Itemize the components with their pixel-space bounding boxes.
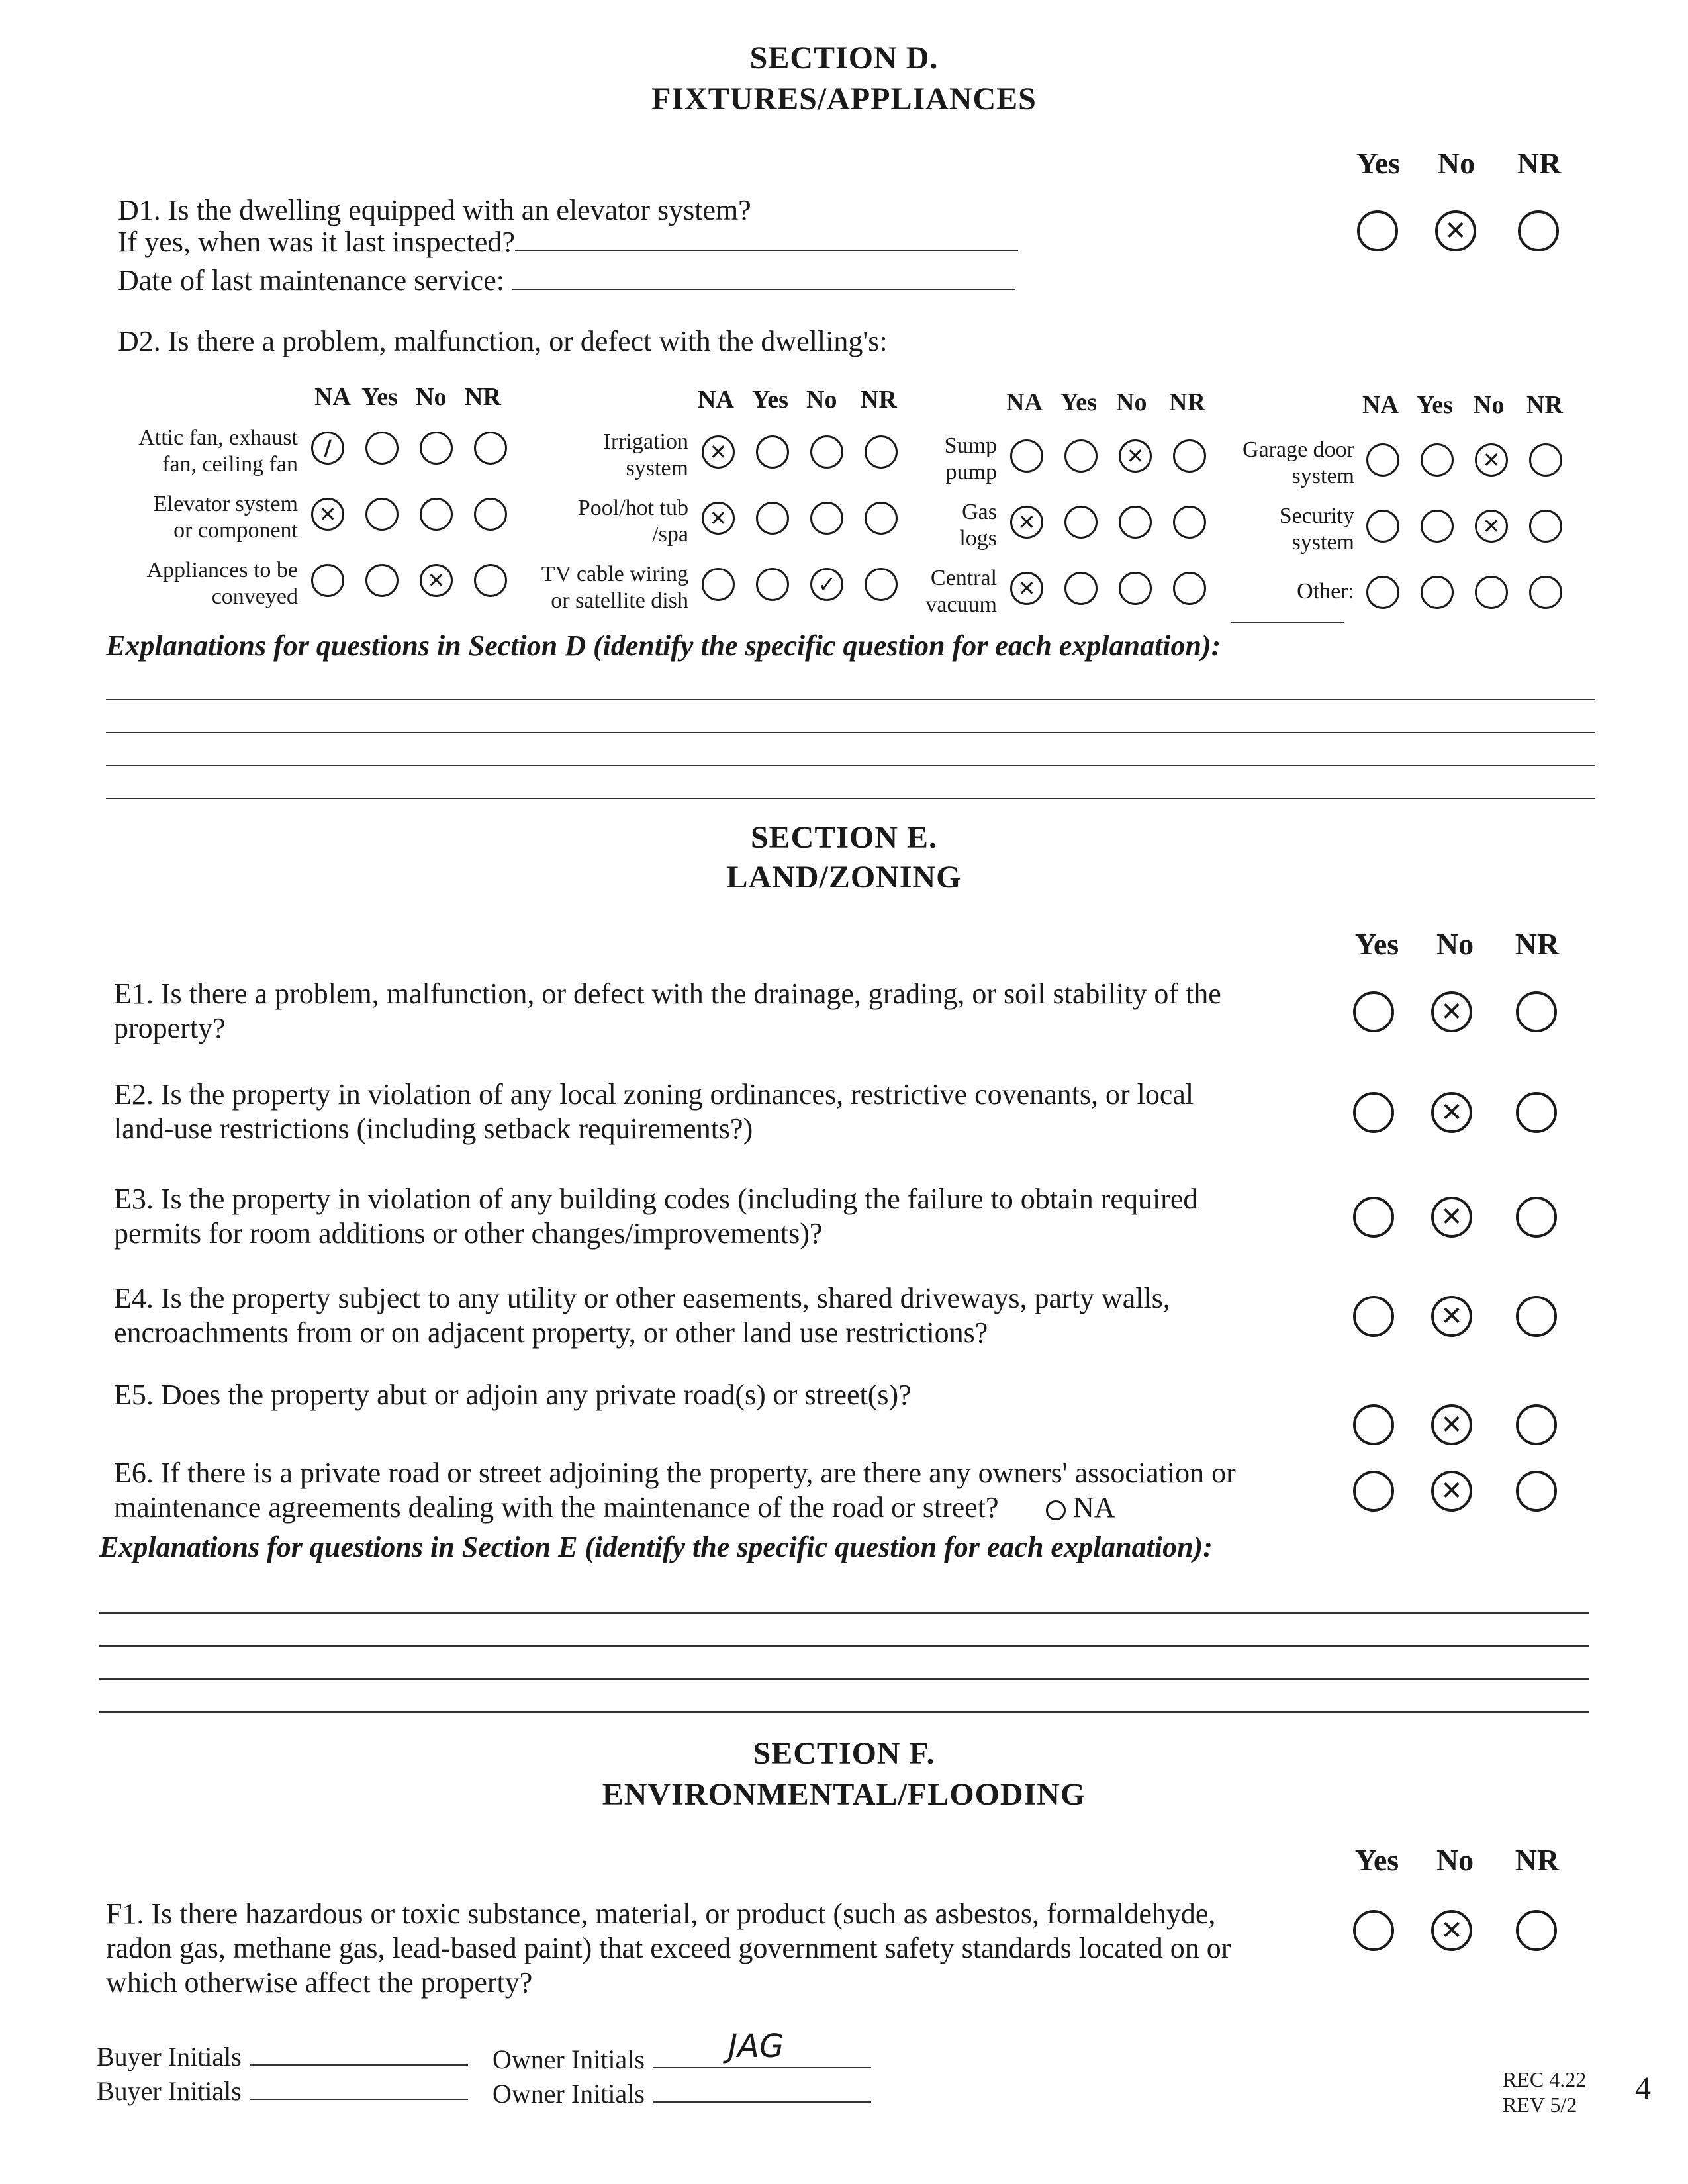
d2-item-10-na-radio[interactable]: [1010, 572, 1043, 605]
e4-yes-radio[interactable]: [1353, 1296, 1394, 1337]
d2-item-2-na-radio[interactable]: [1010, 439, 1043, 473]
d2-item-6-mark: ✕: [1017, 510, 1036, 535]
f1-nr-radio[interactable]: [1516, 1910, 1557, 1951]
e6-na-radio[interactable]: [1046, 1500, 1066, 1520]
page-number: 4: [1635, 2071, 1651, 2106]
grid-h-yes-3: Yes: [1060, 388, 1097, 416]
d2-item-line2: system: [626, 456, 688, 480]
e1-nr-radio[interactable]: [1516, 991, 1557, 1032]
d1-no-mark: ✕: [1444, 216, 1467, 246]
d2-item-5-mark: ✕: [709, 506, 727, 531]
e1-no-radio[interactable]: [1431, 991, 1472, 1032]
buyer-initials-label-1: Buyer Initials: [97, 2042, 242, 2071]
d2-item-0-no-radio[interactable]: [420, 432, 453, 465]
d2-item-4-mark: ✕: [318, 502, 337, 527]
d2-item-1-na-radio[interactable]: [702, 435, 735, 469]
grid-h-nr-2: NR: [861, 386, 897, 414]
owner-initials-field-1[interactable]: [653, 2067, 871, 2068]
d2-item-2-yes-radio[interactable]: [1064, 439, 1098, 473]
section-d-title: SECTION D.: [749, 40, 939, 75]
f1-line2: radon gas, methane gas, lead-based paint) that exceed government safety standards located on or: [106, 1932, 1231, 1964]
e5-line1: E5. Does the property abut or adjoin any private road(s) or street(s)?: [114, 1379, 912, 1411]
d2-item-line2: pump: [945, 460, 997, 484]
d2-item-6-na-radio[interactable]: [1010, 506, 1043, 539]
owner-initials-field-2[interactable]: [653, 2101, 871, 2103]
d2-item-4-nr-radio[interactable]: [474, 498, 507, 531]
d2-item-9-yes-radio[interactable]: [756, 568, 789, 601]
e2-no-radio[interactable]: [1431, 1092, 1472, 1133]
e3-nr-radio[interactable]: [1516, 1197, 1557, 1238]
d1-line1: D1. Is the dwelling equipped with an elevator system?: [118, 194, 751, 226]
f1-line1: F1. Is there hazardous or toxic substance, material, or product (such as asbestos, formaldehyde,: [106, 1897, 1216, 1930]
d2-item-label-8: [147, 557, 299, 610]
d2-item-label-2: [945, 433, 997, 486]
question-e5: [114, 1378, 1325, 1412]
e-expl-line-2[interactable]: [99, 1645, 1589, 1647]
d2-item-line2: or component: [173, 518, 298, 543]
d2-item-label-5: [578, 495, 688, 548]
d2-item-label-4: [154, 491, 298, 544]
d2-item-line2: system: [1291, 464, 1354, 488]
d2-item-line2: vacuum: [925, 592, 997, 617]
grid-h-yes-1: Yes: [361, 383, 398, 411]
e5-mark: ✕: [1440, 1410, 1463, 1440]
d2-item-11-no-radio[interactable]: [1475, 576, 1508, 609]
section-d-explanations: Explanations for questions in Section D (identify the specific question for each explanation):: [106, 629, 1221, 662]
e4-mark: ✕: [1440, 1301, 1463, 1332]
grid-h-na-1: NA: [314, 383, 351, 411]
d1-maintenance-field[interactable]: [512, 289, 1015, 290]
e-col-nr-header: NR: [1515, 927, 1560, 961]
e2-nr-radio[interactable]: [1516, 1092, 1557, 1133]
grid-h-no-4: No: [1474, 391, 1505, 419]
e2-mark: ✕: [1440, 1097, 1463, 1128]
d2-item-7-mark: ✕: [1482, 514, 1501, 539]
e4-no-radio[interactable]: [1431, 1296, 1472, 1337]
section-d-subtitle: FIXTURES/APPLIANCES: [651, 81, 1037, 116]
e6-na-option[interactable]: [1046, 1490, 1115, 1524]
d2-item-8-no-radio[interactable]: [420, 564, 453, 597]
e5-no-radio[interactable]: [1431, 1404, 1472, 1445]
d2-item-10-mark: ✕: [1017, 576, 1036, 601]
e3-mark: ✕: [1440, 1202, 1463, 1232]
d2-item-5-no-radio[interactable]: [810, 502, 843, 535]
question-e1: [114, 977, 1325, 1046]
buyer-initials-field-2[interactable]: [250, 2099, 468, 2100]
d2-item-0-nr-radio[interactable]: [474, 432, 507, 465]
d2-item-line1: Garage door: [1243, 437, 1354, 462]
grid-h-nr-3: NR: [1169, 388, 1205, 416]
e1-yes-radio[interactable]: [1353, 991, 1394, 1032]
d2-item-6-no-radio[interactable]: [1119, 506, 1152, 539]
f1-no-mark: ✕: [1440, 1915, 1463, 1946]
d2-item-3-mark: ✕: [1482, 447, 1501, 473]
d2-item-line1: Sump: [944, 433, 997, 458]
section-e-title: SECTION E.: [750, 820, 938, 855]
d2-item-3-na-radio[interactable]: [1366, 443, 1399, 477]
grid-h-yes-2: Yes: [752, 386, 788, 414]
grid-h-na-3: NA: [1006, 388, 1043, 416]
d2-item-1-nr-radio[interactable]: [865, 435, 898, 469]
e6-line1: E6. If there is a private road or street adjoining the property, are there any owners' association or: [114, 1457, 1236, 1489]
d2-item-label-0: [138, 425, 298, 478]
d2-item-line2: system: [1291, 530, 1354, 555]
question-d1: [118, 193, 1018, 298]
d2-item-line1: Other:: [1297, 579, 1354, 604]
d2-item-label-3: [1243, 437, 1354, 490]
d1-yes-radio[interactable]: [1357, 210, 1398, 251]
d2-item-11-yes-radio[interactable]: [1421, 576, 1454, 609]
d2-item-1-yes-radio[interactable]: [756, 435, 789, 469]
d2-item-8-nr-radio[interactable]: [474, 564, 507, 597]
e3-line1: E3. Is the property in violation of any building codes (including the failure to obtain required: [114, 1183, 1198, 1215]
section-e-explanations: Explanations for questions in Section E (identify the specific question for each explanation):: [99, 1531, 1213, 1563]
owner-initials-1: [492, 2044, 871, 2075]
grid-h-no-3: No: [1116, 388, 1147, 416]
e4-line2: encroachments from or on adjacent property, or other land use restrictions?: [114, 1316, 988, 1349]
d2-item-line1: Elevator system: [153, 492, 298, 516]
e-col-no-header: No: [1436, 927, 1474, 961]
d2-item-4-yes-radio[interactable]: [365, 498, 399, 531]
d1-maintenance-label: Date of last maintenance service:: [118, 264, 504, 296]
d-expl-line-2[interactable]: [106, 732, 1595, 733]
owner-initials-label-1: Owner Initials: [492, 2044, 645, 2074]
d2-item-7-yes-radio[interactable]: [1421, 510, 1454, 543]
e4-line1: E4. Is the property subject to any utility or other easements, shared driveways, party walls,: [114, 1282, 1170, 1314]
d2-item-9-no-radio[interactable]: [810, 568, 843, 601]
d2-item-7-na-radio[interactable]: [1366, 510, 1399, 543]
d2-item-label-6: [959, 499, 997, 552]
form-code: REC 4.22: [1503, 2068, 1587, 2091]
f-col-yes-header: Yes: [1354, 1843, 1399, 1877]
d2-item-11-nr-radio[interactable]: [1529, 576, 1562, 609]
question-f1: [106, 1897, 1324, 2000]
grid-h-no-1: No: [416, 383, 447, 411]
d2-item-9-na-radio[interactable]: [702, 568, 735, 601]
d2-item-6-yes-radio[interactable]: [1064, 506, 1098, 539]
d2-item-4-na-radio[interactable]: [311, 498, 344, 531]
e6-no-radio[interactable]: [1431, 1471, 1472, 1512]
owner-initials-label-2: Owner Initials: [492, 2079, 645, 2109]
section-f-subtitle: ENVIRONMENTAL/FLOODING: [602, 1777, 1086, 1812]
col-no-header: No: [1437, 146, 1476, 180]
f-col-no-header: No: [1436, 1843, 1474, 1877]
d1-line3: [118, 263, 1018, 298]
buyer-initials-2: [97, 2075, 468, 2107]
d2-item-line2: logs: [959, 526, 997, 551]
e3-no-radio[interactable]: [1431, 1197, 1472, 1238]
e1-line1: E1. Is there a problem, malfunction, or defect with the drainage, grading, or soil stability of the: [114, 978, 1221, 1010]
buyer-initials-1: [97, 2041, 468, 2072]
grid-h-nr-4: NR: [1526, 391, 1563, 419]
f-col-nr-header: NR: [1515, 1843, 1560, 1877]
section-f-title: SECTION F.: [753, 1736, 935, 1771]
d2-item-6-nr-radio[interactable]: [1173, 506, 1206, 539]
d2-item-1-no-radio[interactable]: [810, 435, 843, 469]
d2-item-8-na-radio[interactable]: [311, 564, 344, 597]
e6-yes-radio[interactable]: [1353, 1471, 1394, 1512]
d2-item-label-1: [604, 429, 688, 482]
question-e4: [114, 1281, 1325, 1350]
e-expl-line-1[interactable]: [99, 1612, 1589, 1614]
buyer-initials-field-1[interactable]: [250, 2064, 468, 2066]
d2-item-0-mark: ∕: [324, 435, 332, 461]
d2-item-8-mark: ✕: [427, 568, 445, 593]
e3-yes-radio[interactable]: [1353, 1197, 1394, 1238]
question-d2: D2. Is there a problem, malfunction, or defect with the dwelling's:: [118, 325, 888, 357]
d-expl-line-4[interactable]: [106, 798, 1595, 799]
d2-item-0-yes-radio[interactable]: [365, 432, 399, 465]
d2-item-5-yes-radio[interactable]: [756, 502, 789, 535]
grid-h-no-2: No: [806, 386, 837, 414]
e2-yes-radio[interactable]: [1353, 1092, 1394, 1133]
d2-item-line1: Appliances to be: [146, 558, 298, 582]
d2-item-9-nr-radio[interactable]: [865, 568, 898, 601]
d2-item-11-na-radio[interactable]: [1366, 576, 1399, 609]
d2-item-line2: or satellite dish: [551, 588, 688, 613]
d2-item-0-na-radio[interactable]: [311, 432, 344, 465]
d2-item-8-yes-radio[interactable]: [365, 564, 399, 597]
d2-item-10-no-radio[interactable]: [1119, 572, 1152, 605]
e2-line1: E2. Is the property in violation of any local zoning ordinances, restrictive covenants, or local: [114, 1078, 1194, 1111]
buyer-initials-label-2: Buyer Initials: [97, 2076, 242, 2106]
d2-item-7-nr-radio[interactable]: [1529, 510, 1562, 543]
question-e3: [114, 1182, 1325, 1251]
owner-signature: JAG: [728, 2028, 784, 2065]
grid-h-na-4: NA: [1362, 391, 1399, 419]
e5-nr-radio[interactable]: [1516, 1404, 1557, 1445]
e5-yes-radio[interactable]: [1353, 1404, 1394, 1445]
d-expl-line-3[interactable]: [106, 765, 1595, 766]
d2-item-2-no-radio[interactable]: [1119, 439, 1152, 473]
d2-item-3-yes-radio[interactable]: [1421, 443, 1454, 477]
question-e2: [114, 1077, 1325, 1146]
d-expl-line-1[interactable]: [106, 699, 1595, 700]
d2-item-3-nr-radio[interactable]: [1529, 443, 1562, 477]
d1-nr-radio[interactable]: [1518, 210, 1559, 251]
d2-item-10-nr-radio[interactable]: [1173, 572, 1206, 605]
d2-item-3-no-radio[interactable]: [1475, 443, 1508, 477]
d2-item-1-mark: ✕: [709, 439, 727, 465]
d2-item-label-9: [541, 561, 688, 614]
d1-line2: [118, 225, 1018, 259]
e4-nr-radio[interactable]: [1516, 1296, 1557, 1337]
grid-h-na-2: NA: [698, 386, 734, 414]
grid-h-yes-4: Yes: [1417, 391, 1453, 419]
d2-item-label-10: [925, 565, 997, 618]
d2-item-line1: Central: [930, 566, 997, 590]
col-nr-header: NR: [1517, 146, 1562, 180]
f1-no-radio[interactable]: [1431, 1910, 1472, 1951]
d2-item-line2: fan, ceiling fan: [162, 452, 298, 477]
e1-mark: ✕: [1440, 997, 1463, 1027]
e1-line2: property?: [114, 1012, 226, 1044]
d1-no-radio[interactable]: [1435, 210, 1476, 251]
d2-item-9-mark: ✓: [818, 572, 836, 597]
form-revision: REV 5/2: [1503, 2093, 1577, 2116]
d2-item-7-no-radio[interactable]: [1475, 510, 1508, 543]
d2-item-10-yes-radio[interactable]: [1064, 572, 1098, 605]
section-e-subtitle: LAND/ZONING: [726, 860, 962, 895]
f1-yes-radio[interactable]: [1353, 1910, 1394, 1951]
d2-item-5-nr-radio[interactable]: [865, 502, 898, 535]
e6-line2: maintenance agreements dealing with the maintenance of the road or street?: [114, 1491, 999, 1524]
e-expl-line-3[interactable]: [99, 1678, 1589, 1680]
f1-line3: which otherwise affect the property?: [106, 1966, 533, 1999]
d2-item-2-nr-radio[interactable]: [1173, 439, 1206, 473]
d2-other-line[interactable]: [1231, 622, 1344, 623]
e6-na-label: NA: [1073, 1491, 1115, 1524]
d2-item-line1: Pool/hot tub: [577, 496, 688, 520]
e2-line2: land-use restrictions (including setback requirements?): [114, 1113, 753, 1145]
d2-item-5-na-radio[interactable]: [702, 502, 735, 535]
d1-inspected-label: If yes, when was it last inspected?: [118, 226, 515, 258]
d1-inspected-field[interactable]: [515, 250, 1018, 251]
e-expl-line-4[interactable]: [99, 1711, 1589, 1713]
d2-item-label-11: [1297, 578, 1354, 605]
d2-item-line1: Attic fan, exhaust: [138, 426, 298, 450]
owner-initials-2: [492, 2078, 871, 2109]
e-col-yes-header: Yes: [1354, 927, 1399, 961]
d2-item-line1: Irrigation: [603, 430, 688, 454]
col-yes-header: Yes: [1356, 146, 1401, 180]
d2-item-2-mark: ✕: [1126, 443, 1145, 469]
d2-item-line1: Security: [1279, 504, 1354, 528]
d2-item-label-7: [1280, 503, 1354, 556]
d2-item-line2: /spa: [652, 522, 688, 547]
d2-item-4-no-radio[interactable]: [420, 498, 453, 531]
d2-item-line2: conveyed: [211, 584, 298, 609]
question-e6: [114, 1456, 1325, 1525]
d2-item-line1: TV cable wiring: [541, 562, 688, 586]
d2-item-line1: Gas: [962, 500, 997, 524]
grid-h-nr-1: NR: [465, 383, 501, 411]
e6-nr-radio[interactable]: [1516, 1471, 1557, 1512]
e6-mark: ✕: [1440, 1476, 1463, 1506]
e3-line2: permits for room additions or other changes/improvements)?: [114, 1217, 823, 1250]
